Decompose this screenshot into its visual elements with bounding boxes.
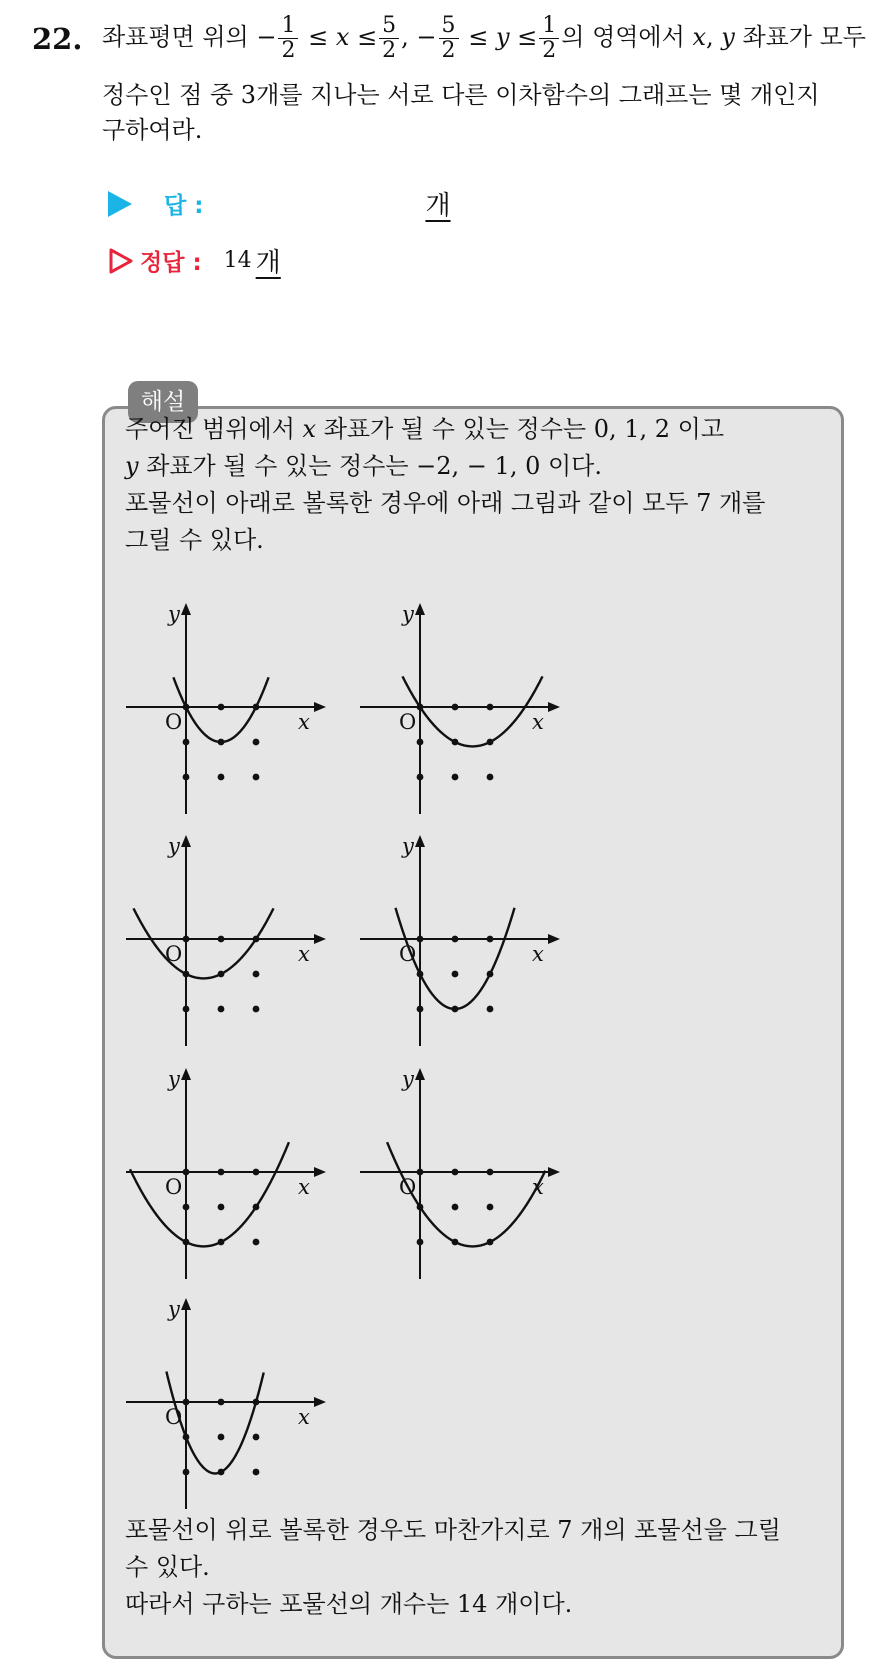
le-sign: ≤ xyxy=(468,23,489,51)
graph-5-lattice-point xyxy=(218,1204,225,1211)
le-sign: ≤ xyxy=(357,23,378,51)
graph-7-lattice-point xyxy=(253,1434,260,1441)
graph-1-y-label: y xyxy=(168,602,180,626)
graph-6-x-arrow-icon xyxy=(548,1167,560,1177)
graph-2-lattice-point xyxy=(487,704,494,711)
fraction-numerator: 5 xyxy=(439,14,459,39)
graph-5-y-label: y xyxy=(168,1067,180,1091)
graph-5-x-label: x xyxy=(298,1175,310,1199)
graph-2-lattice-point xyxy=(452,774,459,781)
graph-5-lattice-point xyxy=(183,1169,190,1176)
graph-1-lattice-point xyxy=(253,739,260,746)
var-x: x xyxy=(302,415,317,443)
graph-4-y-label: y xyxy=(402,834,414,858)
var-x: x xyxy=(335,23,350,51)
correct-answer-value: 14 xyxy=(223,248,252,273)
graph-3-origin-label: O xyxy=(165,942,183,966)
graph-3-lattice-point xyxy=(253,1006,260,1013)
explanation-line-7: 따라서 구하는 포물선의 개수는 14 개이다. xyxy=(125,1590,573,1618)
graph-4-lattice-point xyxy=(417,936,424,943)
graph-3-lattice-point xyxy=(218,936,225,943)
explanation-line-3: 포물선이 아래로 볼록한 경우에 아래 그림과 같이 모두 7 개를 xyxy=(125,489,766,517)
le-sign: ≤ xyxy=(517,23,538,51)
question-number: 22. xyxy=(32,22,83,56)
graph-7-lattice-point xyxy=(218,1399,225,1406)
fraction-denominator: 2 xyxy=(382,38,397,63)
graph-3-lattice-point xyxy=(253,971,260,978)
graph-7-x-label: x xyxy=(298,1405,310,1429)
explanation-line-5: 포물선이 위로 볼록한 경우도 마찬가지로 7 개의 포물선을 그릴 xyxy=(125,1516,781,1544)
graph-3-parabola xyxy=(134,908,274,978)
graph-2-lattice-point xyxy=(417,739,424,746)
var-y: y xyxy=(495,23,510,51)
fraction-numerator: 1 xyxy=(278,14,298,39)
graph-7-lattice-point xyxy=(218,1434,225,1441)
graph-5-lattice-point xyxy=(253,1169,260,1176)
graph-6-y-arrow-icon xyxy=(415,1068,425,1080)
graph-4-lattice-point xyxy=(417,1006,424,1013)
fraction-numerator: 1 xyxy=(539,14,559,39)
graph-3-y-arrow-icon xyxy=(181,835,191,847)
explanation-line-4: 그릴 수 있다. xyxy=(125,526,264,554)
graph-2-lattice-point xyxy=(452,704,459,711)
fraction-numerator: 5 xyxy=(379,14,399,39)
graph-6-lattice-point xyxy=(452,1204,459,1211)
graph-2-origin-label: O xyxy=(399,710,417,734)
comma-minus: , − xyxy=(401,23,437,51)
graph-5-parabola xyxy=(130,1142,289,1246)
graph-3-x-label: x xyxy=(298,942,310,966)
graph-2-x-label: x xyxy=(532,710,544,734)
graph-5-y-arrow-icon xyxy=(181,1068,191,1080)
graph-4-parabola xyxy=(396,908,515,1009)
question-text-end: 좌표가 모두 xyxy=(734,23,866,51)
fraction-denominator: 2 xyxy=(281,38,296,63)
graph-6-lattice-point xyxy=(487,1169,494,1176)
var-y: y xyxy=(125,452,139,480)
minus-sign: − xyxy=(256,23,277,51)
graph-1-lattice-point xyxy=(253,774,260,781)
graph-4-lattice-point xyxy=(452,971,459,978)
le-sign: ≤ xyxy=(308,23,329,51)
graph-6-lattice-point xyxy=(417,1169,424,1176)
graph-1-x-arrow-icon xyxy=(314,702,326,712)
graph-5-lattice-point xyxy=(183,1204,190,1211)
graph-1-lattice-point xyxy=(183,774,190,781)
comma: , xyxy=(705,23,722,51)
graph-6-x-label: x xyxy=(532,1175,544,1199)
question-text-prefix: 좌표평면 위의 xyxy=(102,23,257,51)
graph-7-lattice-point xyxy=(183,1399,190,1406)
graph-4-y-arrow-icon xyxy=(415,835,425,847)
graph-1-y-arrow-icon xyxy=(181,603,191,615)
var-y: y xyxy=(721,23,735,51)
graph-7-y-label: y xyxy=(168,1297,180,1321)
fraction-denominator: 2 xyxy=(542,38,557,63)
graph-6-lattice-point xyxy=(487,1204,494,1211)
graph-2-x-arrow-icon xyxy=(548,702,560,712)
graph-2-y-arrow-icon xyxy=(415,603,425,615)
graph-1-lattice-point xyxy=(218,774,225,781)
graph-4-x-arrow-icon xyxy=(548,934,560,944)
graph-4-lattice-point xyxy=(487,936,494,943)
graph-7-parabola xyxy=(166,1372,263,1474)
graph-3-x-arrow-icon xyxy=(314,934,326,944)
graph-1-x-label: x xyxy=(298,710,310,734)
graph-4-origin-label: O xyxy=(399,942,417,966)
graph-1-lattice-point xyxy=(218,704,225,711)
graph-3-lattice-point xyxy=(183,1006,190,1013)
graph-2-lattice-point xyxy=(417,774,424,781)
text: 좌표가 될 수 있는 정수는 −2, − 1, 0 이다. xyxy=(138,452,602,480)
graph-7-x-arrow-icon xyxy=(314,1397,326,1407)
text: 주어진 범위에서 xyxy=(125,415,303,443)
question-line-3: 구하여라. xyxy=(102,116,203,144)
text: 좌표가 될 수 있는 정수는 0, 1, 2 이고 xyxy=(316,415,725,443)
graph-6-parabola xyxy=(387,1142,545,1246)
graph-1-lattice-point xyxy=(183,739,190,746)
question-line-2: 정수인 점 중 3개를 지나는 서로 다른 이차함수의 그래프는 몇 개인지 xyxy=(102,81,820,109)
graph-2-parabola xyxy=(403,676,543,746)
question-text-suffix: 의 영역에서 xyxy=(561,23,693,51)
correct-answer-label: 정답 : xyxy=(140,250,202,276)
graph-7-lattice-point xyxy=(253,1469,260,1476)
graph-7-lattice-point xyxy=(183,1469,190,1476)
graph-2-lattice-point xyxy=(487,774,494,781)
graph-1-origin-label: O xyxy=(165,710,183,734)
graph-4-lattice-point xyxy=(452,936,459,943)
graph-6-lattice-point xyxy=(452,1169,459,1176)
graph-7-origin-label: O xyxy=(165,1405,183,1429)
graph-5-lattice-point xyxy=(253,1239,260,1246)
correct-answer-unit: 개 xyxy=(255,248,281,278)
graph-7-y-arrow-icon xyxy=(181,1298,191,1310)
graph-3-lattice-point xyxy=(218,1006,225,1013)
explanation-line-6: 수 있다. xyxy=(125,1553,210,1581)
graph-5-lattice-point xyxy=(218,1169,225,1176)
graph-4-lattice-point xyxy=(487,1006,494,1013)
graph-3-y-label: y xyxy=(168,834,180,858)
answer-label: 답 : xyxy=(164,193,204,219)
graph-6-lattice-point xyxy=(417,1239,424,1246)
graph-5-x-arrow-icon xyxy=(314,1167,326,1177)
graph-2-y-label: y xyxy=(402,602,414,626)
graph-3-lattice-point xyxy=(183,936,190,943)
explanation-tag: 해설 xyxy=(128,381,198,423)
graph-6-y-label: y xyxy=(402,1067,414,1091)
answer-unit: 개 xyxy=(425,191,451,221)
graph-4-x-label: x xyxy=(532,942,544,966)
graph-5-origin-label: O xyxy=(165,1175,183,1199)
graph-6-origin-label: O xyxy=(399,1175,417,1199)
var-x: x xyxy=(692,23,706,51)
fraction-denominator: 2 xyxy=(441,38,456,63)
